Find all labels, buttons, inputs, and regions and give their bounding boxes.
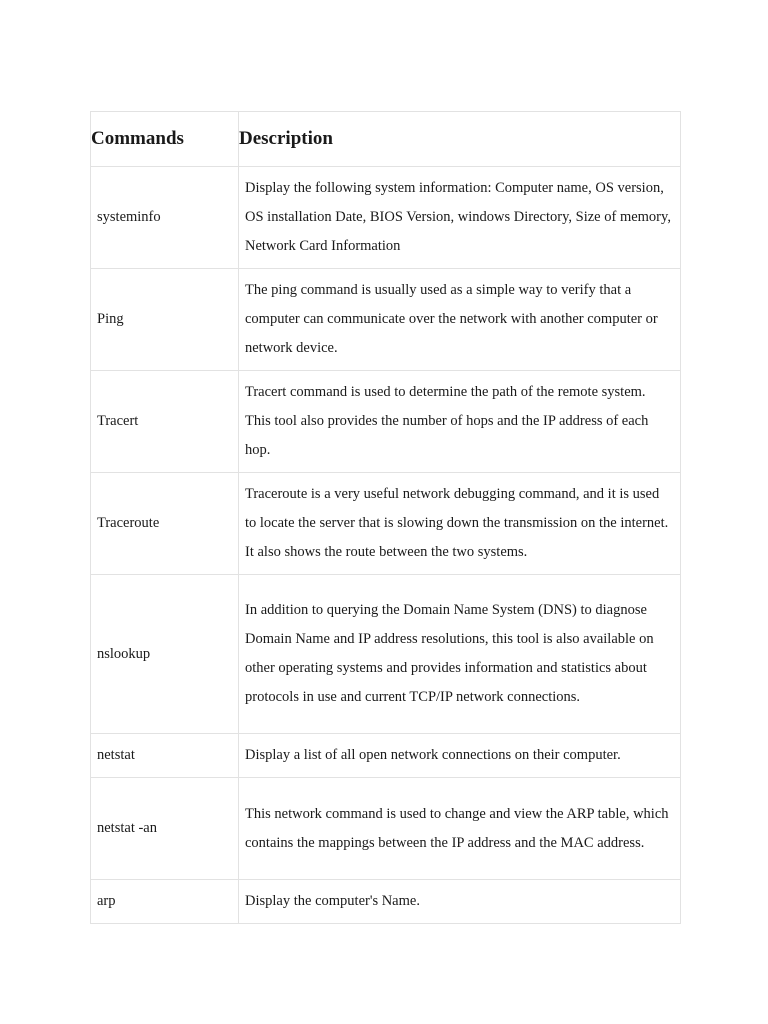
description-cell: In addition to querying the Domain Name System (DNS) to diagnose Domain Name and IP address resolutions, this tool is also available on other operating systems and provides information and statistics about protocols in use and current TCP/IP network connections.	[239, 575, 681, 734]
description-cell: The ping command is usually used as a simple way to verify that a computer can communicate over the network with another computer or network device.	[239, 269, 681, 371]
table-row	[91, 269, 681, 371]
table-row	[91, 167, 681, 269]
description-cell: Traceroute is a very useful network debugging command, and it is used to locate the server that is slowing down the transmission on the internet. It also shows the route between the two systems.	[239, 473, 681, 575]
description-cell: Display the computer's Name.	[239, 880, 681, 924]
table-row	[91, 575, 681, 734]
table-header-row	[91, 112, 681, 167]
table-row	[91, 880, 681, 924]
command-cell: arp	[91, 880, 239, 924]
command-cell: netstat	[91, 734, 239, 778]
description-cell: Display the following system information: Computer name, OS version, OS installation Date, BIOS Version, windows Directory, Size of memory, Network Card Information	[239, 167, 681, 269]
command-cell: Tracert	[91, 371, 239, 473]
table-row	[91, 371, 681, 473]
command-cell: nslookup	[91, 575, 239, 734]
table-row	[91, 473, 681, 575]
table-row	[91, 778, 681, 880]
table-row	[91, 734, 681, 778]
command-cell: Ping	[91, 269, 239, 371]
command-cell: netstat -an	[91, 778, 239, 880]
description-cell: Tracert command is used to determine the path of the remote system. This tool also provides the number of hops and the IP address of each hop.	[239, 371, 681, 473]
header-description: Description	[239, 112, 681, 167]
command-cell: systeminfo	[91, 167, 239, 269]
description-cell: Display a list of all open network connections on their computer.	[239, 734, 681, 778]
commands-table	[90, 111, 681, 924]
description-cell: This network command is used to change and view the ARP table, which contains the mappings between the IP address and the MAC address.	[239, 778, 681, 880]
command-cell: Traceroute	[91, 473, 239, 575]
header-commands: Commands	[91, 112, 239, 167]
